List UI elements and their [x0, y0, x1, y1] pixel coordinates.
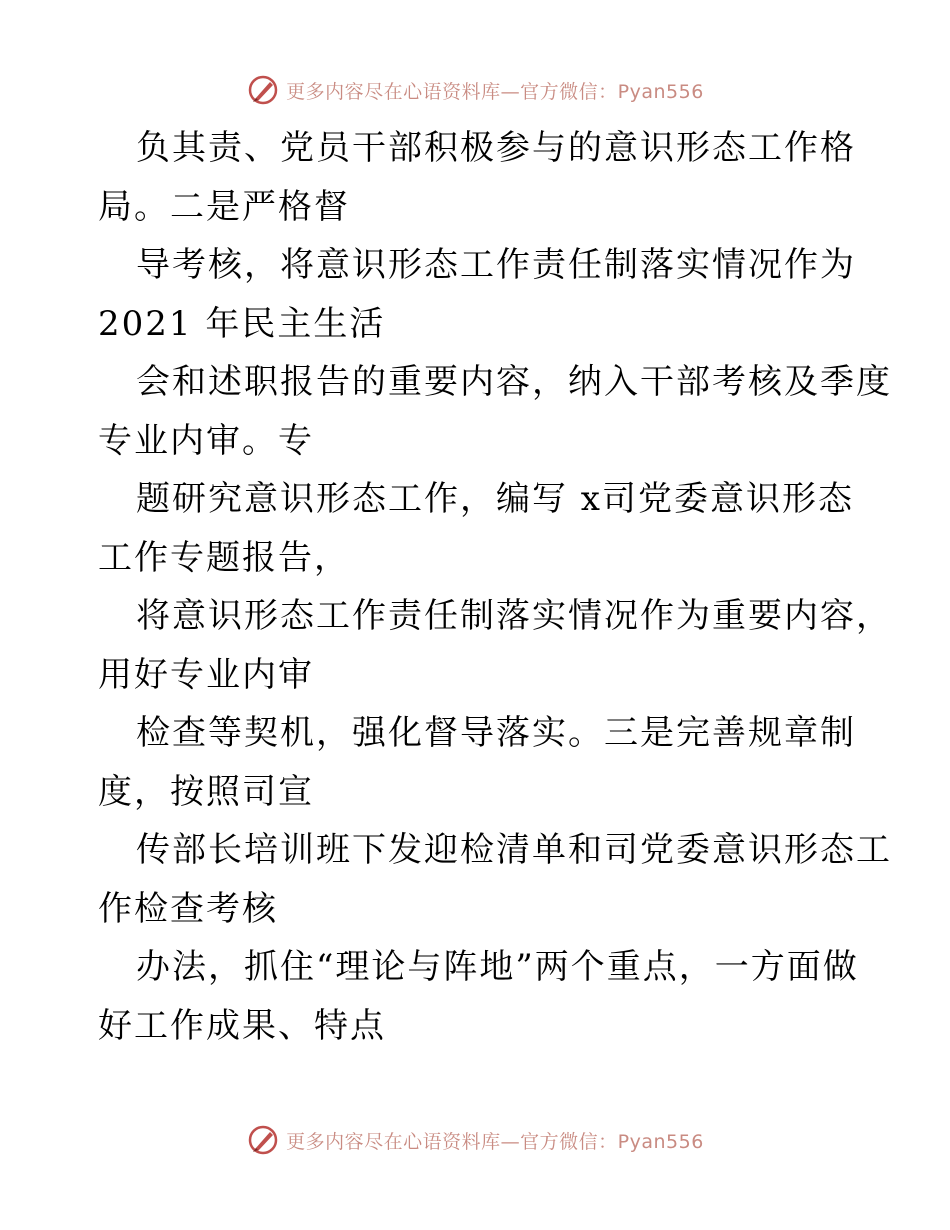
body-line: 度，按照司宣 [98, 771, 314, 812]
body-line: 检查等契机，强化督导落实。三是完善规章制 [136, 713, 856, 753]
body-line: 作检查考核 [98, 888, 278, 929]
body-line: 负其责、党员干部积极参与的意识形态工作格 [136, 128, 856, 168]
document-body [98, 128, 892, 1064]
pen-logo-icon [246, 1123, 280, 1157]
body-line: 会和述职报告的重要内容，纳入干部考核及季度 [136, 362, 892, 402]
watermark-text: 更多内容尽在心语资料库—官方微信：Pyan556 [286, 1130, 704, 1153]
body-line: 将意识形态工作责任制落实情况作为重要内容， [136, 596, 892, 636]
body-line: 导考核，将意识形态工作责任制落实情况作为 [136, 245, 856, 285]
body-line: 传部长培训班下发迎检清单和司党委意识形态工 [136, 830, 892, 870]
pen-logo-icon [246, 73, 280, 107]
body-line: 好工作成果、特点 [98, 1005, 386, 1046]
body-line: 用好专业内审 [98, 654, 314, 695]
body-line: 专业内审。专 [98, 420, 314, 461]
body-line: 2021 年民主生活 [98, 303, 386, 344]
body-line: 工作专题报告， [98, 537, 350, 578]
body-line: 办法，抓住“理论与阵地”两个重点，一方面做 [136, 947, 859, 987]
body-line: 局。二是严格督 [98, 186, 350, 227]
watermark-text: 更多内容尽在心语资料库—官方微信：Pyan556 [286, 80, 704, 103]
body-line: 题研究意识形态工作，编写 x司党委意识形态 [136, 479, 854, 519]
footer-watermark [0, 1120, 950, 1160]
header-watermark [0, 70, 950, 110]
